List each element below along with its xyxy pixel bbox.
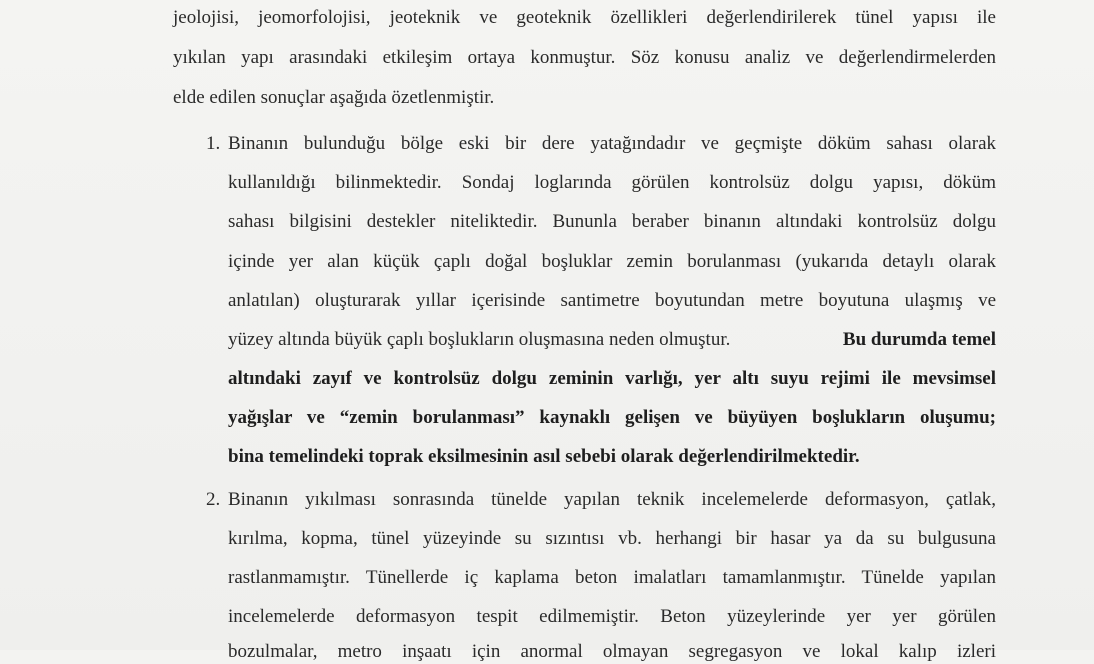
list-item-number-1: 1.	[206, 133, 221, 154]
item2-line-1: Binanın yıkılması sonrasında tünelde yapılan teknik incelemelerde deformasyon, çatlak,	[228, 489, 996, 510]
item2-line-5: bozulmalar, metro inşaatı için anormal olmayan segregasyon ve lokal kalıp izleri	[228, 641, 996, 662]
item1-bold-line-3: bina temelindeki toprak eksilmesinin asıl sebebi olarak değerlendirilmektedir.	[228, 446, 860, 467]
item2-line-2: kırılma, kopma, tünel yüzeyinde su sızıntısı vb. herhangi bir hasar ya da su bulgusuna	[228, 528, 996, 549]
item1-line-2: kullanıldığı bilinmektedir. Sondaj loglarında görülen kontrolsüz dolgu yapısı, döküm	[228, 172, 996, 193]
item1-bold-start: Bu durumda temel	[842, 329, 996, 350]
item1-bold-line-2: yağışlar ve “zemin borulanması” kaynaklı gelişen ve büyüyen boşlukların oluşumu;	[228, 407, 996, 428]
item1-line-3: sahası bilgisini destekler niteliktedir. Bununla beraber binanın altındaki kontrolsüz dolgu	[228, 211, 996, 232]
list-item-number-2: 2.	[206, 489, 221, 510]
item2-line-3: rastlanmamıştır. Tünellerde iç kaplama beton imalatları tamamlanmıştır. Tünelde yapılan	[228, 567, 996, 588]
item1-bold-line-1: altındaki zayıf ve kontrolsüz dolgu zeminin varlığı, yer altı suyu rejimi ile mevsimsel	[228, 368, 996, 389]
intro-line-3: elde edilen sonuçlar aşağıda özetlenmiştir.	[173, 87, 495, 108]
item1-line-5: anlatılan) oluşturarak yıllar içerisinde santimetre boyutundan metre boyutuna ulaşmış ve	[228, 290, 996, 311]
item2-line-4: incelemelerde deformasyon tespit edilmemiştir. Beton yüzeylerinde yer yer görülen	[228, 606, 996, 627]
intro-line-2: yıkılan yapı arasındaki etkileşim ortaya konmuştur. Söz konusu analiz ve değerlendirmelerden	[173, 47, 996, 68]
item1-line-6	[228, 328, 996, 352]
item1-line-6-regular: yüzey altında büyük çaplı boşlukların oluşmasına neden olmuştur.	[228, 329, 731, 350]
item1-line-1: Binanın bulunduğu bölge eski bir dere yatağındadır ve geçmişte döküm sahası olarak	[228, 133, 996, 154]
item1-line-4: içinde yer alan küçük çaplı doğal boşluklar zemin borulanması (yukarıda detaylı olarak	[228, 251, 996, 272]
intro-line-1: jeolojisi, jeomorfolojisi, jeoteknik ve geoteknik özellikleri değerlendirilerek tünel yapısı ile	[173, 7, 996, 28]
